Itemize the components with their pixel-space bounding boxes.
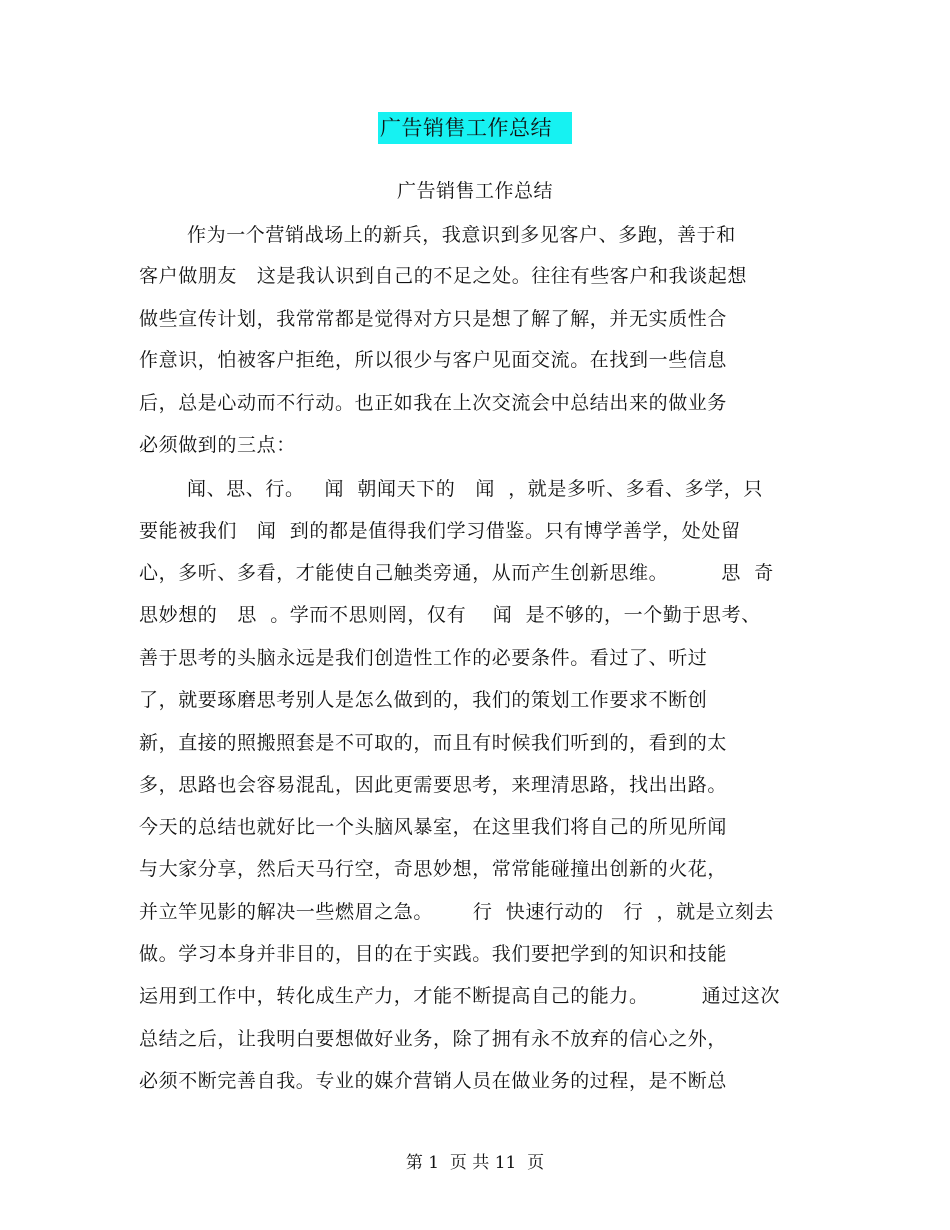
body-line: 必须不断完善自我。专业的媒介营销人员在做业务的过程，是不断总 [139,1070,728,1092]
body-line: 善于思考的头脑永远是我们创造性工作的必要条件。看过了、听过 [139,647,708,669]
page-number-footer: 第 1 页 共 11 页 [405,1153,545,1173]
document-title: 广告销售工作总结 [378,112,572,144]
body-line: 思妙想的 思 。学而不思则罔，仅有 闻 是不够的，一个勤于思考、 [139,604,761,626]
body-line: 与大家分享，然后天马行空，奇思妙想，常常能碰撞出创新的火花， [139,858,728,880]
body-line: 必须做到的三点： [139,434,296,456]
body-line: 了，就要琢磨思考别人是怎么做到的，我们的策划工作要求不断创 [139,689,708,711]
body-line: 运用到工作中，转化成生产力，才能不断提高自己的能力。 通过这次 [139,985,781,1007]
body-line: 客户做朋友 这是我认识到自己的不足之处。往往有些客户和我谈起想 [139,265,747,287]
body-line: 多，思路也会容易混乱，因此更需要思考，来理清思路，找出出路。 [139,774,728,796]
body-line: 作意识，怕被客户拒绝，所以很少与客户见面交流。在找到一些信息 [139,349,728,371]
body-line: 新，直接的照搬照套是不可取的，而且有时候我们听到的，看到的太 [139,732,728,754]
body-line: 做。学习本身并非目的，目的在于实践。我们要把学到的知识和技能 [139,943,728,965]
document-title-wrapper [0,112,950,144]
body-line: 并立竿见影的解决一些燃眉之急。 行 快速行动的 行 ，就是立刻去 [139,901,775,923]
body-line: 后，总是心动而不行动。也正如我在上次交流会中总结出来的做业务 [139,392,728,414]
body-line: 要能被我们 闻 到的都是值得我们学习借鉴。只有博学善学，处处留 [139,520,741,542]
document-subtitle: 广告销售工作总结 [396,180,553,202]
body-line: 做些宣传计划，我常常都是觉得对方只是想了解了解，并无实质性合 [139,308,728,330]
body-line: 今天的总结也就好比一个头脑风暴室，在这里我们将自己的所见所闻 [139,816,728,838]
body-line: 闻、思、行。 闻 朝闻天下的 闻 ，就是多听、多看、多学，只 [187,478,763,500]
body-line: 总结之后，让我明白要想做好业务，除了拥有永不放弃的信心之外， [139,1028,728,1050]
body-line: 心，多听、多看，才能使自己触类旁通，从而产生创新思维。 思 奇 [139,562,774,584]
body-line: 作为一个营销战场上的新兵，我意识到多见客户、多跑，善于和 [187,224,736,246]
